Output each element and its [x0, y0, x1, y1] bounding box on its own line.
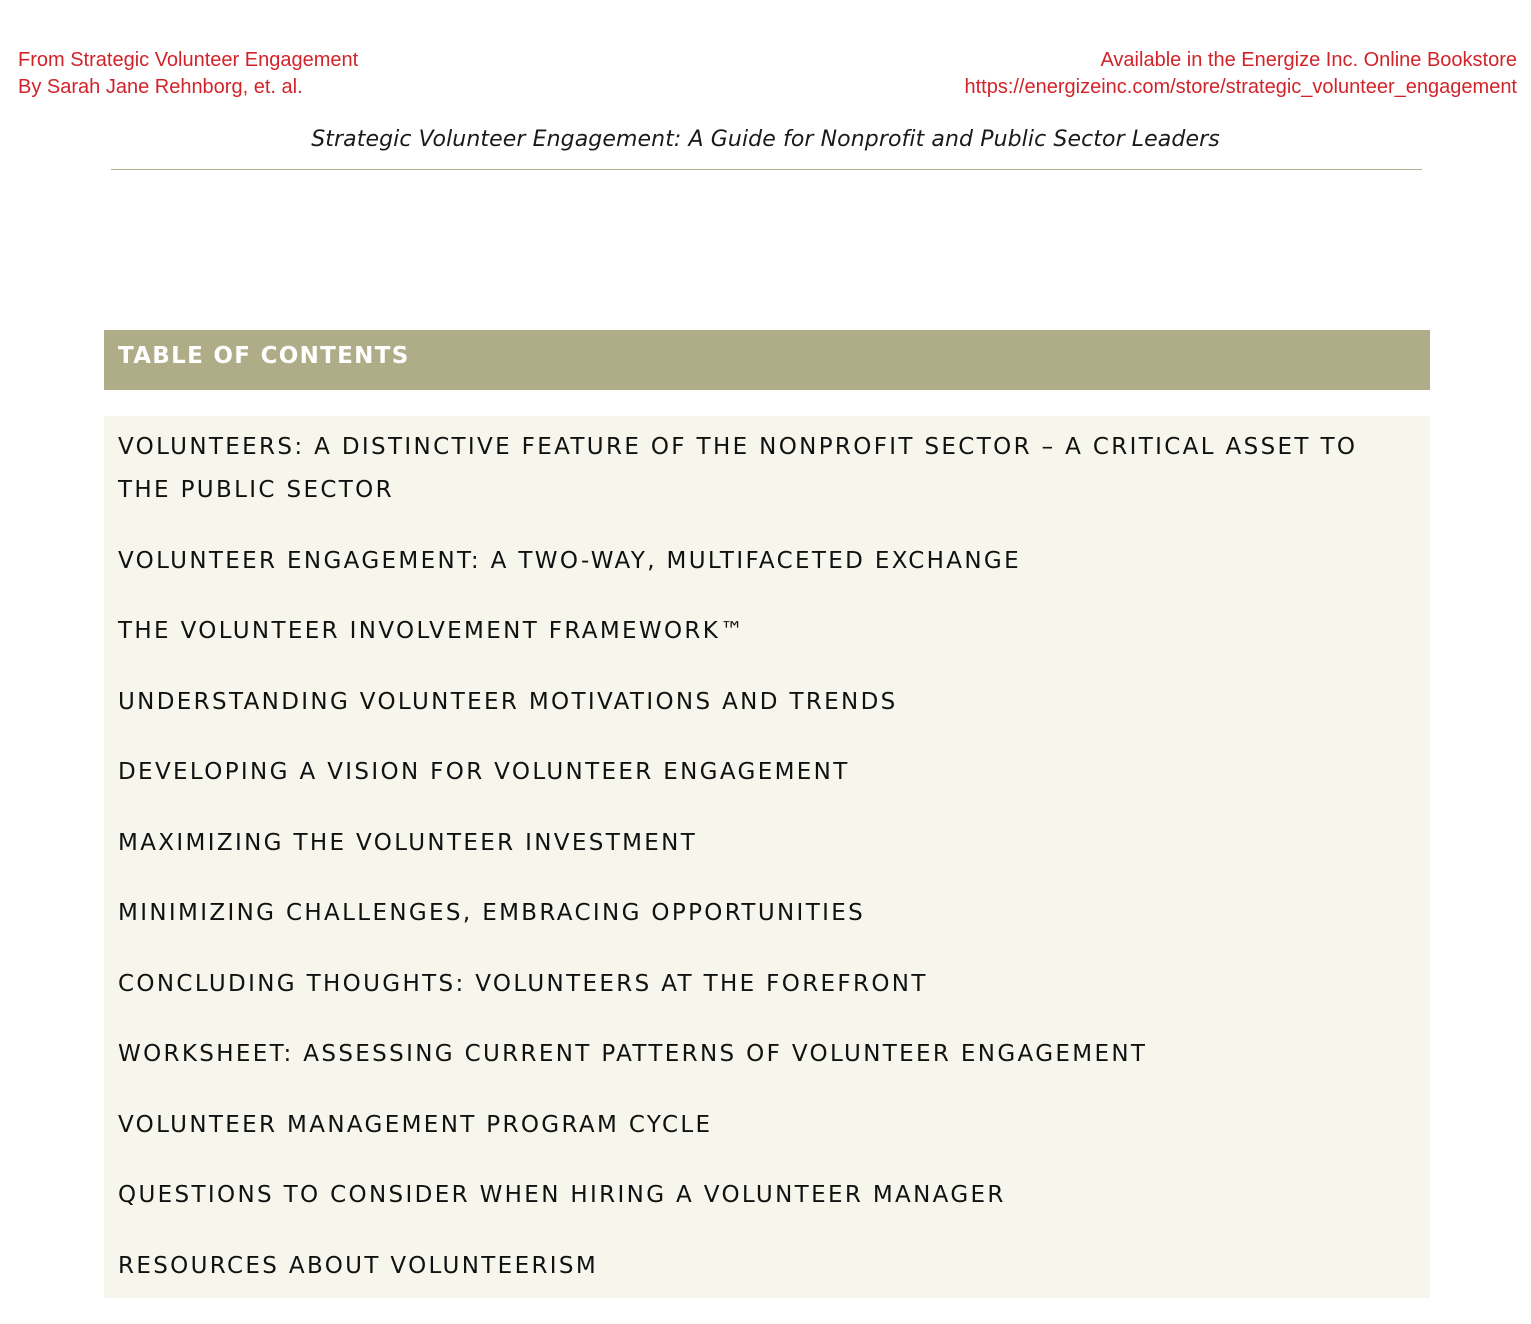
- toc-entry[interactable]: MAXIMIZING THE VOLUNTEER INVESTMENT: [118, 829, 698, 856]
- toc-list: [104, 416, 1430, 1288]
- toc-body: [104, 416, 1430, 1298]
- toc-title: TABLE OF CONTENTS: [118, 343, 410, 369]
- toc-header-bar: [104, 330, 1430, 390]
- toc-entry[interactable]: THE VOLUNTEER INVOLVEMENT FRAMEWORK™: [118, 618, 746, 644]
- running-head: Strategic Volunteer Engagement: A Guide for Nonprofit and Public Sector Leaders: [311, 127, 1220, 152]
- toc-entry[interactable]: CONCLUDING THOUGHTS: VOLUNTEERS AT THE FOREFRONT: [118, 970, 928, 997]
- source-author-line: By Sarah Jane Rehnborg, et. al.: [18, 76, 303, 98]
- toc-entry[interactable]: DEVELOPING A VISION FOR VOLUNTEER ENGAGEMENT: [118, 759, 850, 785]
- source-note-right: [964, 47, 1517, 101]
- toc-entry[interactable]: UNDERSTANDING VOLUNTEER MOTIVATIONS AND TRENDS: [118, 688, 898, 715]
- source-title-line: From Strategic Volunteer Engagement: [18, 49, 359, 71]
- toc-entry[interactable]: WORKSHEET: ASSESSING CURRENT PATTERNS OF VOLUNTEER ENGAGEMENT: [118, 1041, 1148, 1067]
- toc-entry[interactable]: MINIMIZING CHALLENGES, EMBRACING OPPORTUNITIES: [118, 900, 866, 926]
- source-note-left: [18, 47, 358, 101]
- bookstore-line: Available in the Energize Inc. Online Bookstore: [1100, 49, 1517, 71]
- toc-entry[interactable]: VOLUNTEER MANAGEMENT PROGRAM CYCLE: [118, 1111, 713, 1138]
- toc-entry[interactable]: VOLUNTEERS: A DISTINCTIVE FEATURE OF THE NONPROFIT SECTOR – A CRITICAL ASSET TO THE PUBLIC SECTOR: [118, 434, 1358, 503]
- toc-entry[interactable]: VOLUNTEER ENGAGEMENT: A TWO-WAY, MULTIFACETED EXCHANGE: [118, 547, 1021, 574]
- header-divider: [111, 169, 1422, 170]
- toc-entry[interactable]: QUESTIONS TO CONSIDER WHEN HIRING A VOLUNTEER MANAGER: [118, 1182, 1006, 1208]
- toc-entry[interactable]: RESOURCES ABOUT VOLUNTEERISM: [118, 1252, 599, 1279]
- bookstore-url-link[interactable]: https://energizeinc.com/store/strategic_volunteer_engagement: [964, 76, 1517, 98]
